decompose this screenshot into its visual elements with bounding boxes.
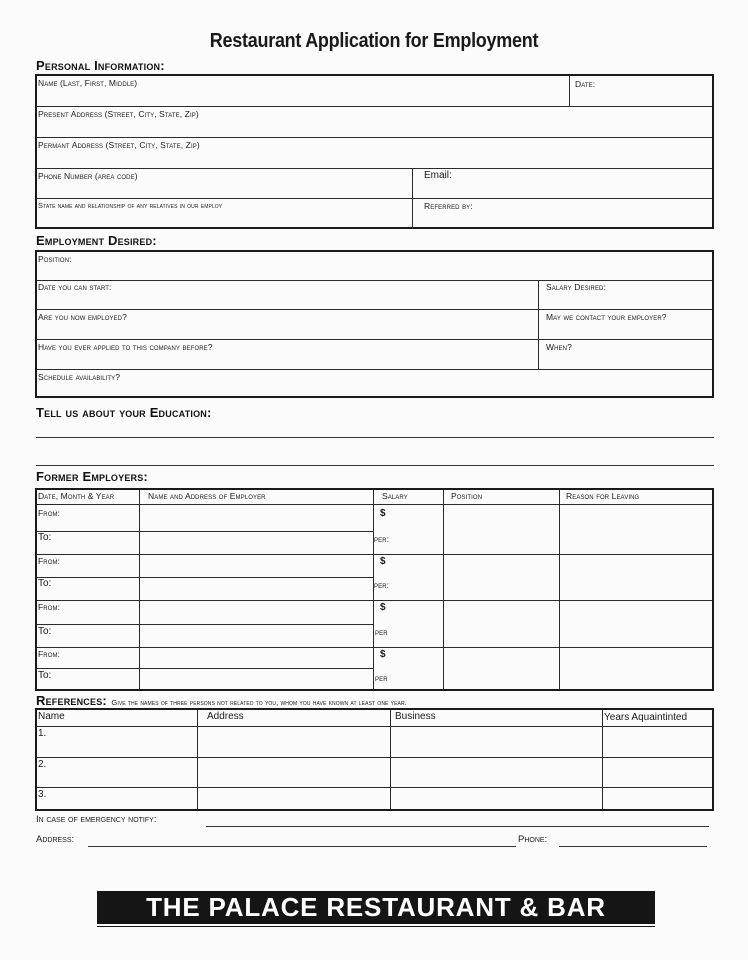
phone-label: Phone Number (area code) (38, 171, 138, 181)
applied-before-label: Have you ever applied to this company before? (38, 342, 213, 352)
per-label: per: (374, 580, 390, 590)
to-label: To: (38, 578, 52, 589)
former-employers-table (35, 488, 714, 691)
employer-4-reason-field[interactable] (560, 648, 714, 689)
employer-1-to-field[interactable] (37, 532, 139, 554)
reference-3-business-field[interactable] (391, 788, 602, 809)
to-label: To: (38, 670, 52, 681)
col-employer-header: Name and Address of Employer (148, 491, 266, 501)
schedule-label: Schedule availability? (38, 372, 121, 382)
from-label: From: (38, 556, 61, 566)
emergency-phone-field[interactable] (559, 846, 707, 847)
education-line-2[interactable] (36, 465, 714, 466)
relatives-field[interactable] (37, 199, 412, 229)
banner-underline (97, 926, 655, 927)
dollar-sign: $ (380, 602, 386, 613)
references-table (35, 708, 714, 811)
employer-2-to-field[interactable] (37, 578, 139, 600)
reference-row-number: 2. (38, 759, 47, 770)
when-label: When? (546, 342, 572, 352)
contact-employer-field[interactable] (539, 310, 714, 339)
employment-desired-table (35, 250, 714, 398)
references-heading: References: (36, 693, 107, 708)
form-title: Restaurant Application for Employment (209, 30, 539, 52)
employer-1-position-field[interactable] (444, 505, 559, 554)
dollar-sign: $ (380, 508, 386, 519)
employer-4-name-address-field[interactable] (140, 648, 373, 689)
reference-3-address-field[interactable] (198, 788, 390, 809)
references-instruction: Give the names of three persons not related to you, whom you have known at least one year. (111, 698, 407, 707)
education-line-1[interactable] (36, 437, 714, 438)
restaurant-name-banner: THE PALACE RESTAURANT & BAR (97, 891, 655, 924)
employer-2-name-address-field[interactable] (140, 555, 373, 600)
employer-4-position-field[interactable] (444, 648, 559, 689)
position-field[interactable] (37, 252, 714, 280)
date-field[interactable] (570, 76, 714, 106)
employer-2-salary-field[interactable] (374, 555, 443, 600)
employer-3-salary-field[interactable] (374, 601, 443, 647)
present-address-field[interactable] (37, 107, 714, 137)
dollar-sign: $ (380, 556, 386, 567)
start-date-label: Date you can start: (38, 282, 112, 292)
reference-2-years-field[interactable] (603, 758, 714, 787)
emergency-phone-label: Phone: (518, 834, 548, 845)
per-label: per: (374, 534, 390, 544)
phone-field[interactable] (37, 169, 412, 198)
education-heading: Tell us about your Education: (36, 405, 212, 420)
reference-1-address-field[interactable] (198, 727, 390, 757)
employer-2-position-field[interactable] (444, 555, 559, 600)
employed-label: Are you now employed? (38, 312, 127, 322)
col-years-header: Years Aquaintinted (604, 712, 688, 723)
emergency-notify-field[interactable] (206, 826, 709, 827)
employment-desired-heading: Employment Desired: (36, 233, 157, 248)
employer-3-to-field[interactable] (37, 625, 139, 647)
col-salary-header: Salary (382, 491, 408, 501)
date-label: Date: (575, 79, 596, 89)
emergency-address-field[interactable] (88, 846, 516, 847)
reference-2-business-field[interactable] (391, 758, 602, 787)
reference-row-number: 1. (38, 728, 47, 739)
schedule-field[interactable] (37, 370, 714, 398)
email-label: Email: (424, 170, 452, 181)
to-label: To: (38, 532, 52, 543)
name-label: Name (Last, First, Middle) (38, 78, 138, 88)
employer-1-from-field[interactable] (37, 505, 139, 531)
salary-desired-label: Salary Desired: (546, 282, 606, 292)
position-label: Position: (38, 254, 72, 264)
employer-3-name-address-field[interactable] (140, 601, 373, 647)
per-label: per (375, 673, 388, 683)
email-field[interactable] (413, 169, 714, 198)
employer-2-from-field[interactable] (37, 555, 139, 577)
salary-desired-field[interactable] (539, 281, 714, 309)
emergency-notify-label: In case of emergency notify: (36, 814, 157, 825)
employer-1-salary-field[interactable] (374, 505, 443, 554)
contact-employer-label: May we contact your employer? (546, 312, 667, 322)
per-label: per (375, 627, 388, 637)
when-field[interactable] (539, 340, 714, 369)
employer-3-from-field[interactable] (37, 601, 139, 624)
reference-1-name-field[interactable] (37, 727, 197, 757)
reference-row-number: 3. (38, 789, 47, 800)
employer-4-from-field[interactable] (37, 648, 139, 668)
reference-2-address-field[interactable] (198, 758, 390, 787)
referred-by-label: Referred by: (424, 201, 473, 211)
employer-1-name-address-field[interactable] (140, 505, 373, 554)
reference-2-name-field[interactable] (37, 758, 197, 787)
employer-3-position-field[interactable] (444, 601, 559, 647)
employer-4-salary-field[interactable] (374, 648, 443, 689)
dollar-sign: $ (380, 649, 386, 660)
personal-info-table (35, 74, 714, 229)
from-label: From: (38, 602, 61, 612)
col-date-header: Date, Month & Year (38, 491, 115, 501)
former-employers-heading: Former Employers: (36, 469, 148, 484)
reference-1-business-field[interactable] (391, 727, 602, 757)
employer-2-reason-field[interactable] (560, 555, 714, 600)
applied-before-field[interactable] (37, 340, 538, 369)
permanent-address-field[interactable] (37, 138, 714, 168)
referred-by-field[interactable] (413, 199, 714, 229)
col-business-header: Business (395, 711, 436, 722)
col-name-header: Name (38, 711, 65, 722)
reference-1-years-field[interactable] (603, 727, 714, 757)
emergency-address-label: Address: (36, 834, 75, 845)
permanent-address-label: Permant Address (Street, City, State, Zip) (38, 140, 200, 150)
reference-3-name-field[interactable] (37, 788, 197, 809)
from-label: From: (38, 649, 61, 659)
col-position-header: Position (451, 491, 483, 501)
employer-1-reason-field[interactable] (560, 505, 714, 554)
employer-3-reason-field[interactable] (560, 601, 714, 647)
present-address-label: Present Address (Street, City, State, Zip) (38, 109, 199, 119)
personal-info-heading: Personal Information: (36, 58, 165, 73)
name-field[interactable] (37, 76, 569, 106)
col-address-header: Address (207, 711, 244, 722)
start-date-field[interactable] (37, 281, 538, 309)
employer-4-to-field[interactable] (37, 669, 139, 689)
employed-field[interactable] (37, 310, 538, 339)
col-reason-header: Reason for Leaving (566, 491, 640, 501)
relatives-label: State name and relationship of any relatives in our employ (38, 201, 223, 210)
to-label: To: (38, 626, 52, 637)
reference-3-years-field[interactable] (603, 788, 714, 809)
from-label: From: (38, 508, 61, 518)
